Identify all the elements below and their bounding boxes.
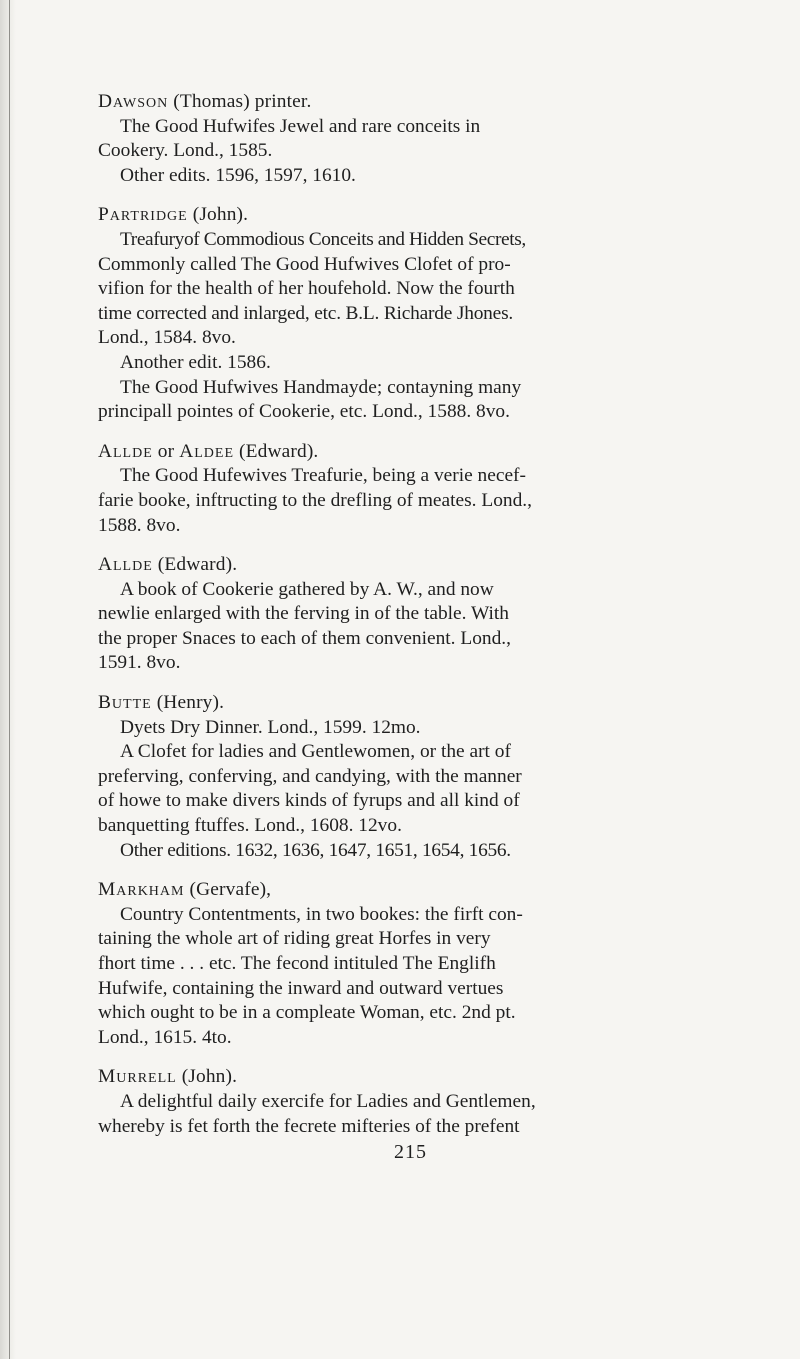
- entry-author: [98, 203, 704, 228]
- author-given: (Gervafe),: [189, 879, 272, 901]
- entry-line: The Good Hufewives Treafurie, being a verie necef-: [120, 465, 526, 487]
- entry-line: A Clofet for ladies and Gentlewomen, or the art of: [120, 741, 511, 763]
- author-surname-alt: Aldee: [179, 440, 235, 462]
- entry-line: fhort time . . . etc. The fecond intituled The Englifh: [98, 953, 496, 974]
- entry-markham: [98, 878, 704, 1050]
- author-given: (Thomas) printer.: [173, 91, 312, 112]
- entry-line: The Good Hufwifes Jewel and rare conceits in: [120, 115, 481, 137]
- author-given: (John).: [192, 204, 249, 226]
- entry-line: A delightful daily exercife for Ladies and Gentlemen,: [120, 1090, 536, 1112]
- author-surname: Allde: [98, 554, 153, 576]
- author-surname: Butte: [98, 692, 152, 714]
- entry-line: preferving, conferving, and candying, with the manner: [98, 765, 522, 787]
- entry-line: taining the whole art of riding great Horfes in very: [98, 928, 491, 950]
- author-surname: Markham: [98, 879, 185, 901]
- binding-edge-line: [9, 0, 10, 1359]
- author-surname: Dawson: [98, 91, 169, 112]
- entry-line: farie booke, inftructing to the drefling of meates. Lond.,: [98, 489, 532, 511]
- entry-line: of howe to make divers kinds of fyrups and all kind of: [98, 790, 520, 812]
- entry-line: vifion for the health of her houfehold. Now the fourth: [98, 278, 515, 300]
- entry-author: [98, 878, 704, 903]
- entry-line: Other edits. 1596, 1597, 1610.: [120, 164, 356, 186]
- author-given: (Edward).: [157, 554, 238, 576]
- author-surname: Allde: [98, 440, 153, 462]
- entry-author: [98, 90, 704, 115]
- author-connector: or: [157, 440, 175, 462]
- entry-author: [98, 440, 704, 465]
- entry-line: Another edit. 1586.: [120, 351, 271, 373]
- entry-author: [98, 553, 704, 578]
- entry-allde: [98, 553, 704, 676]
- entry-line: newlie enlarged with the ferving in of the table. With: [98, 603, 509, 625]
- entry-line: Hufwife, containing the inward and outward vertues: [98, 977, 504, 999]
- entry-line: time corrected and inlarged, etc. B.L. Richarde Jhones.: [98, 302, 514, 324]
- page-number: 215: [394, 1141, 427, 1163]
- entry-line: Country Contentments, in two bookes: the firft con-: [120, 903, 523, 925]
- entry-line: Lond., 1584. 8vo.: [98, 327, 236, 349]
- entry-murrell: [98, 1065, 704, 1139]
- bibliography-page: [98, 90, 704, 1154]
- entry-line: A book of Cookerie gathered by A. W., and now: [120, 578, 494, 600]
- author-surname: Murrell: [98, 1066, 177, 1088]
- entry-line: principall pointes of Cookerie, etc. Lond., 1588. 8vo.: [98, 401, 510, 423]
- entry-line: the proper Snaces to each of them convenient. Lond.,: [98, 627, 511, 649]
- entry-line: Treafuryof Commodious Conceits and Hidden Secrets,: [120, 228, 526, 250]
- entry-line: Cookery. Lond., 1585.: [98, 140, 273, 162]
- author-surname: Partridge: [98, 204, 188, 226]
- entry-line: Dyets Dry Dinner. Lond., 1599. 12mo.: [120, 716, 421, 738]
- entry-line: 1591. 8vo.: [98, 652, 181, 674]
- author-given: (Edward).: [239, 440, 319, 462]
- entry-allde-aldee: [98, 440, 704, 538]
- entry-line: The Good Hufwives Handmayde; contayning many: [120, 376, 522, 398]
- entry-line: Lond., 1615. 4to.: [98, 1026, 232, 1048]
- entry-line: 1588. 8vo.: [98, 514, 181, 536]
- entry-author: [98, 1065, 704, 1090]
- entry-partridge: [98, 203, 704, 424]
- author-given: (Henry).: [156, 692, 225, 714]
- entry-line: Commonly called The Good Hufwives Clofet of pro-: [98, 253, 511, 275]
- page-gutter-shadow: [0, 0, 16, 1359]
- entry-line: Other editions. 1632, 1636, 1647, 1651, 1654, 1656.: [120, 839, 511, 861]
- entry-dawson: [98, 90, 704, 188]
- entry-author: [98, 691, 704, 716]
- entry-line: banquetting ftuffes. Lond., 1608. 12vo.: [98, 815, 402, 837]
- author-given: (John).: [181, 1066, 238, 1088]
- entry-butte: [98, 691, 704, 863]
- entry-line: whereby is fet forth the fecrete mifteries of the prefent: [98, 1115, 520, 1137]
- entry-line: which ought to be in a compleate Woman, etc. 2nd pt.: [98, 1002, 516, 1024]
